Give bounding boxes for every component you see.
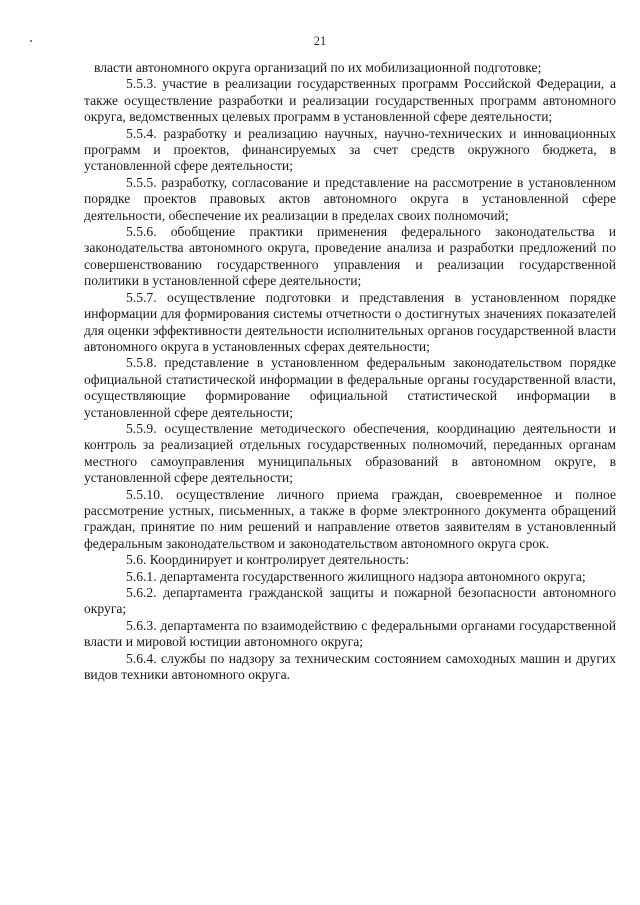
paragraph-5-6: 5.6. Координирует и контролирует деятельность:	[126, 552, 410, 568]
paragraph-5-5-8: 5.5.8. представление в установленном федеральным законодательством порядке официальной статистической информации в федеральные органы государственной власти, осуществляющие формирование официальной статистической информации в установленной сфере деятельности;	[84, 355, 616, 420]
paragraph-5-5-5: 5.5.5. разработку, согласование и представление на рассмотрение в установленном порядке проектов правовых актов автономного округа в установленной сфере деятельности, обеспечение их реализации в пределах своих полномочий;	[84, 174, 616, 223]
page-number: 21	[313, 34, 327, 48]
paragraph-5-6-4: 5.6.4. службы по надзору за техническим состоянием самоходных машин и других видов техники автономного округа.	[84, 650, 616, 683]
paragraph-continuation: власти автономного округа организаций по их мобилизационной подготовке;	[94, 60, 542, 75]
paragraph-5-6-3: 5.6.3. департамента по взаимодействию с федеральными органами государственной власти и мировой юстиции автономного округа;	[84, 617, 616, 650]
paragraph-5-5-3: 5.5.3. участие в реализации государственных программ Российской Федерации, а также осуществление разработки и реализации государственных программ автономного округа, ведомственных целевых программ в установленной сфере деятельности;	[84, 76, 616, 125]
document-body	[84, 60, 616, 683]
paragraph-5-6-2: 5.6.2. департамента гражданской защиты и пожарной безопасности автономного округа;	[84, 585, 616, 617]
paragraph-5-5-9: 5.5.9. осуществление методического обеспечения, координацию деятельности и контроль за реализацией отдельных государственных полномочий, переданных органам местного самоуправления муниципальных образований в автономном округе, в установленной сфере деятельности;	[84, 420, 616, 486]
paragraph-5-5-10: 5.5.10. осуществление личного приема граждан, своевременное и полное рассмотрение устных, письменных, а также в форме электронного документа обращений граждан, принятие по ним решений и направление ответов заявителям в установленный федеральным законодательством и законодательством автономного округа срок.	[84, 486, 616, 551]
paragraph-5-5-7: 5.5.7. осуществление подготовки и представления в установленном порядке информации для формирования системы отчетности о достигнутых значениях показателей для оценки эффективности деятельности исполнительных органов государственной власти автономного округа в установленных сферах деятельности;	[84, 289, 616, 354]
paragraph-5-5-6: 5.5.6. обобщение практики применения федерального законодательства и законодательства автономного округа, проведение анализа и разработки предложений по совершенствованию государственного управления и реализации государственной политики в установленной сфере деятельности;	[84, 224, 616, 289]
paragraph-5-5-4: 5.5.4. разработку и реализацию научных, научно-технических и инновационных программ и проектов, финансируемых за счет средств окружного бюджета, в установленной сфере деятельности;	[84, 125, 616, 174]
paragraph-5-6-1: 5.6.1. департамента государственного жилищного надзора автономного округа;	[126, 568, 586, 584]
